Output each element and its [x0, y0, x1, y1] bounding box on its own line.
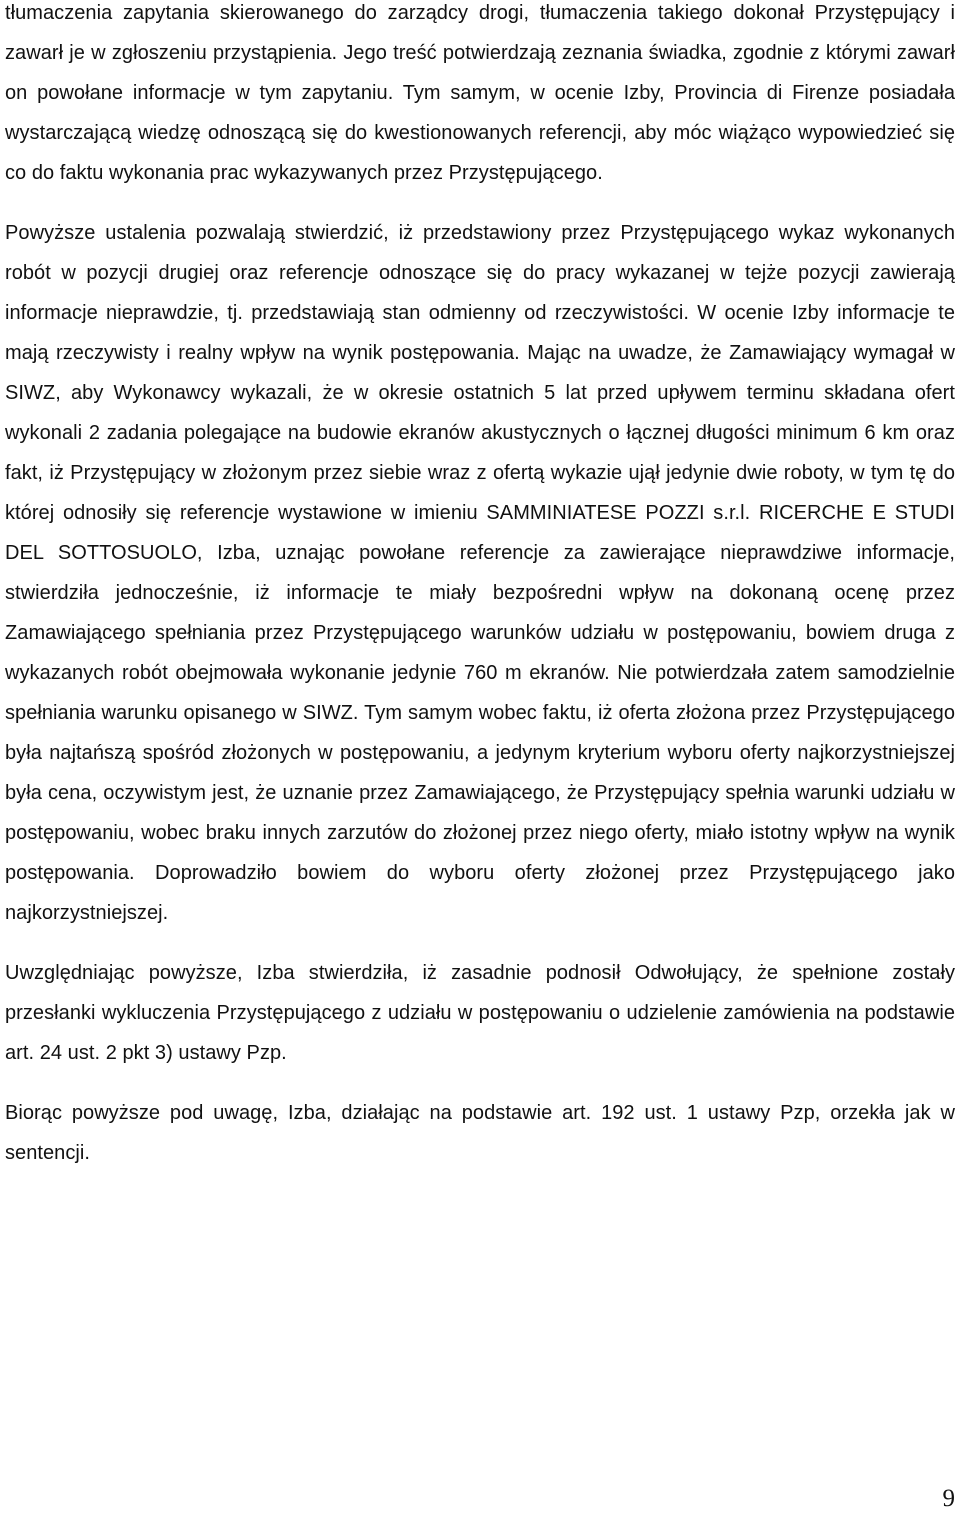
paragraph-3: Uwzględniając powyższe, Izba stwierdziła, iż zasadnie podnosił Odwołujący, że spełnione zostały przesłanki wykluczenia Przystępującego z udziału w postępowaniu o udzielenie zamówienia na podstawie art. 24 ust. 2 pkt 3) ustawy Pzp. [5, 962, 955, 1064]
paragraph-4: Biorąc powyższe pod uwagę, Izba, działając na podstawie art. 192 ust. 1 ustawy Pzp, orzekła jak w sentencji. [5, 1102, 955, 1164]
paragraph-2: Powyższe ustalenia pozwalają stwierdzić, iż przedstawiony przez Przystępującego wykaz wykonanych robót w pozycji drugiej oraz referencje odnoszące się do pracy wykazanej w tejże pozycji zawierają informacje nieprawdzie, tj. przedstawiają stan odmienny od rzeczywistości. W ocenie Izby informacje te mają rzeczywisty i realny wpływ na wynik postępowania. Mając na uwadze, że Zamawiający wymagał w SIWZ, aby Wykonawcy wykazali, że w okresie ostatnich 5 lat przed upływem terminu składana ofert wykonali 2 zadania polegające na budowie ekranów akustycznych o łącznej długości minimum 6 km oraz fakt, iż Przystępujący w złożonym przez siebie wraz z ofertą wykazie ujął jedynie dwie roboty, w tym tę do której odnosiły się referencje wystawione w imieniu SAMMINIATESE POZZI s.r.l. RICERCHE E STUDI DEL SOTTOSUOLO, Izba, uznając powołane referencje za zawierające nieprawdziwe informacje, stwierdziła jednocześnie, iż informacje te miały bezpośredni wpływ na dokonaną ocenę przez Zamawiającego spełniania przez Przystępującego warunków udziału w postępowaniu, bowiem druga z wykazanych robót obejmowała wykonanie jedynie 760 m ekranów. Nie potwierdzała zatem samodzielnie spełniania warunku opisanego w SIWZ. Tym samym wobec faktu, iż oferta złożona przez Przystępującego była najtańszą spośród złożonych w postępowaniu, a jedynym kryterium wyboru oferty najkorzystniejszej była cena, oczywistym jest, że uznanie przez Zamawiającego, że Przystępujący spełnia warunki udziału w postępowaniu, wobec braku innych zarzutów do złożonej przez niego oferty, miało istotny wpływ na wynik postępowania. Doprowadziło bowiem do wyboru oferty złożonej przez Przystępującego jako najkorzystniejszej. [5, 222, 955, 924]
document-body [5, 0, 955, 1193]
page-number: 9 [942, 1485, 955, 1512]
paragraph-1: tłumaczenia zapytania skierowanego do zarządcy drogi, tłumaczenia takiego dokonał Przystępujący i zawarł je w zgłoszeniu przystąpienia. Jego treść potwierdzają zeznania świadka, zgodnie z którymi zawarł on powołane informacje w tym zapytaniu. Tym samym, w ocenie Izby, Provincia di Firenze posiadała wystarczającą wiedzę odnoszącą się do kwestionowanych referencji, aby móc wiążąco wypowiedzieć się co do faktu wykonania prac wykazywanych przez Przystępującego. [5, 2, 955, 184]
